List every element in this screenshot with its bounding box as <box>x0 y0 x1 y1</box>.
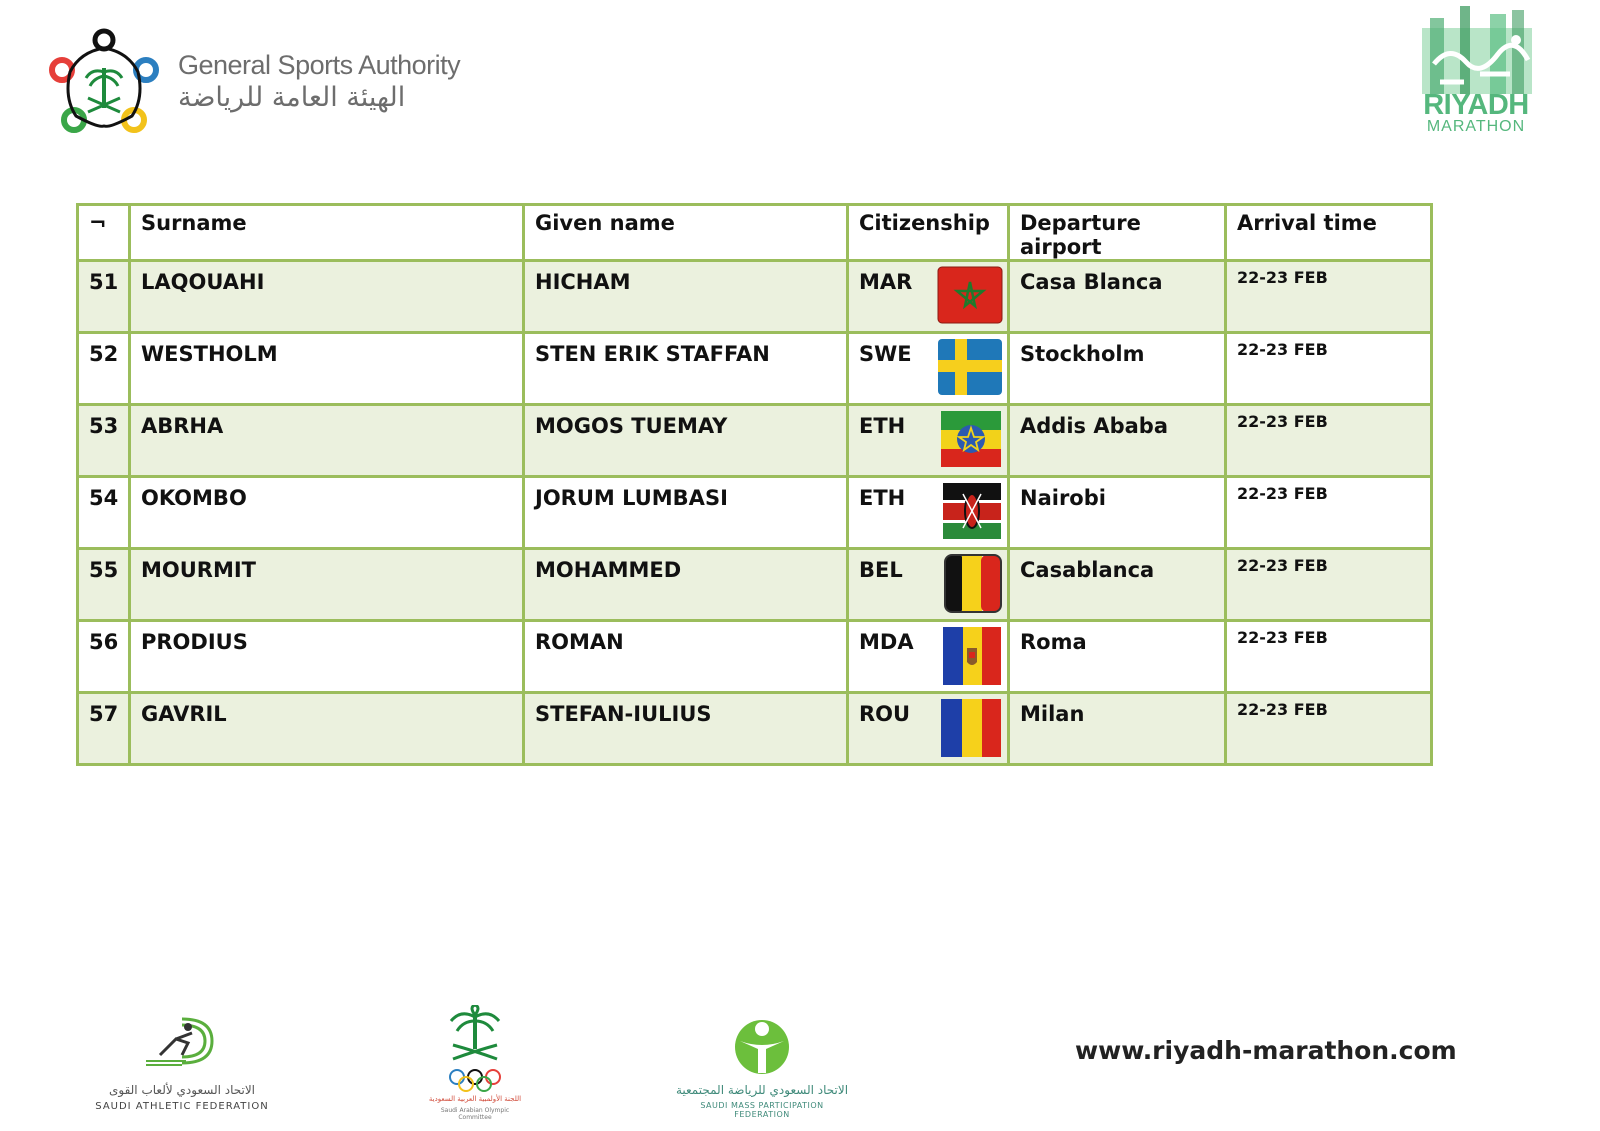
citizenship-cell <box>848 261 1009 333</box>
arrival-time-cell: 22-23 FEB <box>1226 549 1432 621</box>
marathon-logo-subtitle: MARATHON <box>1426 118 1526 135</box>
departure-airport-cell: Casa Blanca <box>1009 261 1226 333</box>
column-header-number: ¬ <box>78 205 130 261</box>
general-sports-authority-logo <box>48 28 468 138</box>
table-row <box>78 693 1432 765</box>
marathon-logo-title: RIYADH <box>1423 89 1529 121</box>
athletic-federation-name-ar: الاتحاد السعودي لألعاب القوى <box>108 1083 256 1097</box>
sweden-flag-icon <box>937 338 1003 398</box>
arrival-time-cell: 22-23 FEB <box>1226 405 1432 477</box>
surname-cell: LAQOUAHI <box>130 261 524 333</box>
table-row <box>78 405 1432 477</box>
departure-airport-cell: Roma <box>1009 621 1226 693</box>
table-row <box>78 621 1432 693</box>
table-row <box>78 549 1432 621</box>
given-name-cell: JORUM LUMBASI <box>524 477 848 549</box>
column-header-surname: Surname <box>130 205 524 261</box>
row-number: 56 <box>78 621 130 693</box>
citizenship-code: SWE <box>859 342 912 366</box>
citizenship-code: ROU <box>859 702 911 726</box>
row-number: 55 <box>78 549 130 621</box>
given-name-cell: STEN ERIK STAFFAN <box>524 333 848 405</box>
given-name-cell: STEFAN-IULIUS <box>524 693 848 765</box>
row-number: 52 <box>78 333 130 405</box>
saudi-mass-participation-federation-logo <box>672 1015 852 1120</box>
given-name-cell: MOHAMMED <box>524 549 848 621</box>
moldova-flag-icon <box>937 626 1003 686</box>
mass-federation-name-ar: الاتحاد السعودي للرياضة المجتمعية <box>675 1083 849 1097</box>
column-header-departure-airport: Departure airport <box>1009 205 1226 261</box>
athletic-federation-name-en: SAUDI ATHLETIC FEDERATION <box>95 1101 269 1112</box>
olympic-palm-swords-icon <box>435 1005 515 1093</box>
departure-airport-cell: Nairobi <box>1009 477 1226 549</box>
surname-cell: MOURMIT <box>130 549 524 621</box>
riyadh-marathon-logo <box>1420 4 1538 136</box>
arrival-time-cell: 22-23 FEB <box>1226 621 1432 693</box>
citizenship-cell <box>848 333 1009 405</box>
row-number: 57 <box>78 693 130 765</box>
authority-name-ar: الهيئة العامة للرياضة <box>178 82 406 113</box>
citizenship-cell <box>848 693 1009 765</box>
arrival-time-cell: 22-23 FEB <box>1226 261 1432 333</box>
row-number: 53 <box>78 405 130 477</box>
departure-airport-cell: Stockholm <box>1009 333 1226 405</box>
given-name-cell: HICHAM <box>524 261 848 333</box>
surname-cell: OKOMBO <box>130 477 524 549</box>
website-link[interactable]: www.riyadh-marathon.com <box>1075 1036 1457 1065</box>
surname-cell: GAVRIL <box>130 693 524 765</box>
given-name-cell: MOGOS TUEMAY <box>524 405 848 477</box>
arrival-time-cell: 22-23 FEB <box>1226 333 1432 405</box>
belgium-flag-icon <box>937 554 1003 614</box>
departure-airport-cell: Milan <box>1009 693 1226 765</box>
arrival-time-cell: 22-23 FEB <box>1226 693 1432 765</box>
citizenship-code: MAR <box>859 270 913 294</box>
given-name-cell: ROMAN <box>524 621 848 693</box>
column-header-citizenship: Citizenship <box>848 205 1009 261</box>
citizenship-cell <box>848 405 1009 477</box>
table-row <box>78 477 1432 549</box>
saudi-athletic-federation-logo <box>92 1015 272 1115</box>
row-number: 54 <box>78 477 130 549</box>
citizenship-cell <box>848 621 1009 693</box>
table-row <box>78 333 1432 405</box>
citizenship-code: MDA <box>859 630 914 654</box>
saudi-olympic-committee-logo <box>425 1005 525 1120</box>
romania-flag-icon <box>937 698 1003 758</box>
surname-cell: ABRHA <box>130 405 524 477</box>
olympic-committee-name-en: Saudi Arabian Olympic Committee <box>440 1107 510 1121</box>
athletic-runner-icon <box>142 1015 222 1070</box>
olympic-committee-name-ar: اللجنة الأولمبية العربية السعودية <box>428 1095 522 1103</box>
table-row <box>78 261 1432 333</box>
column-header-arrival-time: Arrival time <box>1226 205 1432 261</box>
row-number: 51 <box>78 261 130 333</box>
ethiopia-flag-icon <box>937 410 1003 470</box>
departure-airport-cell: Addis Ababa <box>1009 405 1226 477</box>
athlete-arrivals-table <box>76 203 1433 766</box>
citizenship-code: ETH <box>859 414 906 438</box>
gsa-emblem-icon <box>48 28 160 138</box>
surname-cell: PRODIUS <box>130 621 524 693</box>
kenya-flag-icon <box>937 482 1003 542</box>
citizenship-code: BEL <box>859 558 903 582</box>
authority-name-en: General Sports Authority <box>178 50 461 80</box>
morocco-flag-icon <box>937 266 1003 326</box>
mass-participation-person-icon <box>732 1015 792 1075</box>
mass-federation-name-en: SAUDI MASS PARTICIPATION FEDERATION <box>700 1101 824 1119</box>
table-header-row <box>78 205 1432 261</box>
surname-cell: WESTHOLM <box>130 333 524 405</box>
column-header-given-name: Given name <box>524 205 848 261</box>
citizenship-code: ETH <box>859 486 906 510</box>
citizenship-cell <box>848 549 1009 621</box>
arrival-time-cell: 22-23 FEB <box>1226 477 1432 549</box>
citizenship-cell <box>848 477 1009 549</box>
departure-airport-cell: Casablanca <box>1009 549 1226 621</box>
riyadh-skyline-icon <box>1420 4 1538 96</box>
